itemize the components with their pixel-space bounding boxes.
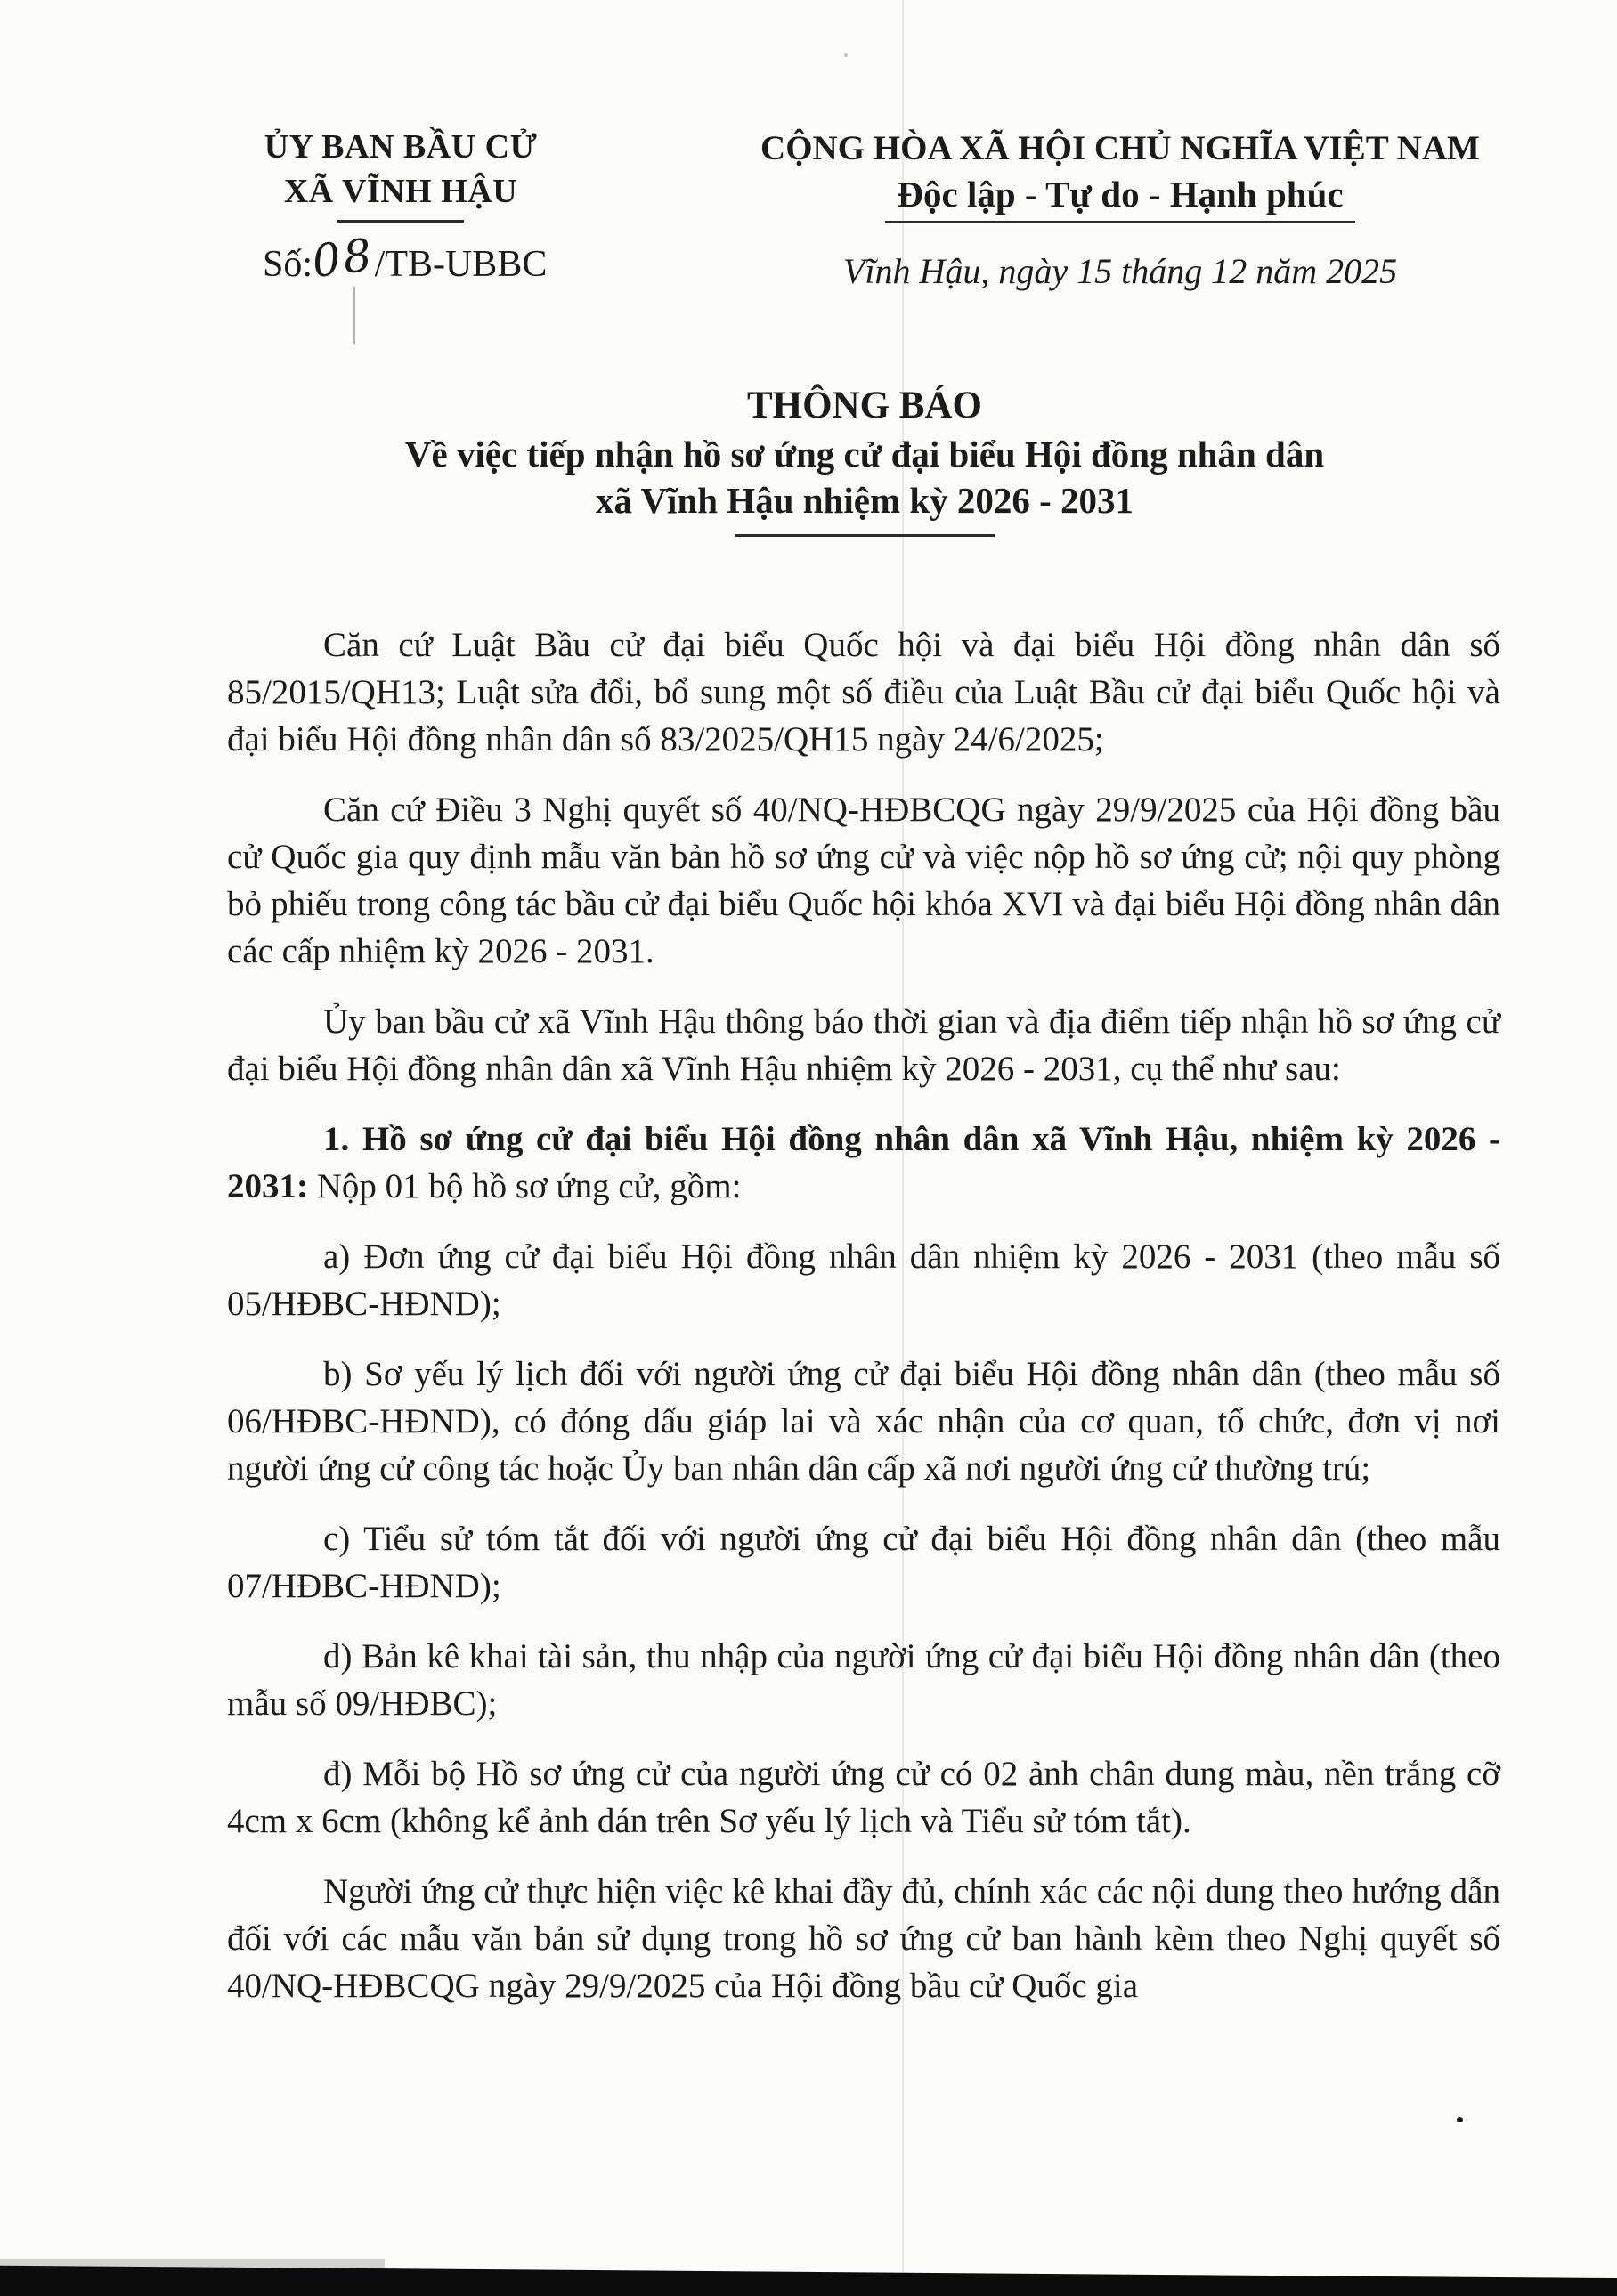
scan-bottom-edge bbox=[0, 2266, 1617, 2296]
section-1-heading: 1. Hồ sơ ứng cử đại biểu Hội đồng nhân dân xã Vĩnh Hậu, nhiệm kỳ 2026 - 2031: bbox=[227, 1120, 1500, 1205]
paragraph-item-b: b) Sơ yếu lý lịch đối với người ứng cử đại biểu Hội đồng nhân dân (theo mẫu số 06/HĐBC-HĐND), có đóng dấu giáp lai và xác nhận của cơ quan, tổ chức, đơn vị nơi người ứng cử công tác hoặc Ủy ban nhân dân cấp xã nơi người ứng cử thường trú; bbox=[227, 1355, 1500, 1488]
national-header-line1: CỘNG HÒA XÃ HỘI CHỦ NGHĨA VIỆT NAM bbox=[760, 129, 1480, 167]
document-number-suffix: /TB-UBBC bbox=[374, 244, 548, 285]
title-underline bbox=[735, 534, 995, 537]
issuing-authority-line1: ỦY BAN BẦU CỬ bbox=[264, 128, 538, 166]
paragraph-item-d: d) Bản kê khai tài sản, thu nhập của người ứng cử đại biểu Hội đồng nhân dân (theo mẫu số 09/HĐBC); bbox=[227, 1637, 1500, 1723]
issuing-authority-block bbox=[239, 125, 563, 223]
national-header-line2: Độc lập - Tự do - Hạnh phúc bbox=[897, 174, 1344, 215]
section-1-intro-text: Nộp 01 bộ hồ sơ ứng cử, gồm: bbox=[308, 1167, 742, 1205]
paragraph-announcement-intro: Ủy ban bầu cử xã Vĩnh Hậu thông báo thời gian và địa điểm tiếp nhận hồ sơ ứng cử đại biểu Hội đồng nhân dân xã Vĩnh Hậu nhiệm kỳ 2026 - 2031, cụ thể như sau: bbox=[227, 1002, 1500, 1088]
document-number bbox=[263, 228, 548, 288]
issuing-authority-line2: XÃ VĨNH HẬU bbox=[283, 173, 518, 210]
paragraph-legal-basis-2: Căn cứ Điều 3 Nghị quyết số 40/NQ-HĐBCQG ngày 29/9/2025 của Hội đồng bầu cử Quốc gia quy định mẫu văn bản hồ sơ ứng cử và việc nộp hồ sơ ứng cử; nội quy phòng bỏ phiếu trong công tác bầu cử đại biểu Quốc hội khóa XVI và đại biểu Hội đồng nhân dân các cấp nhiệm kỳ 2026 - 2031. bbox=[227, 791, 1500, 970]
paragraph-item-dd: đ) Mỗi bộ Hồ sơ ứng cử của người ứng cử có 02 ảnh chân dung màu, nền trắng cỡ 4cm x 6cm (không kể ảnh dán trên Sơ yếu lý lịch và Tiểu sử tóm tắt). bbox=[227, 1755, 1500, 1840]
paragraph-legal-basis-1: Căn cứ Luật Bầu cử đại biểu Quốc hội và đại biểu Hội đồng nhân dân số 85/2015/QH13; Luật sửa đổi, bổ sung một số điều của Luật Bầu cử đại biểu Quốc hội và đại biểu Hội đồng nhân dân số 83/2025/QH15 ngày 24/6/2025; bbox=[227, 626, 1500, 759]
scan-speck bbox=[1188, 196, 1190, 199]
scan-pen-mark bbox=[353, 287, 355, 344]
document-body bbox=[227, 621, 1500, 2032]
scan-speck bbox=[1457, 2117, 1463, 2122]
document-subtitle-line2: xã Vĩnh Hậu nhiệm kỳ 2026 - 2031 bbox=[595, 480, 1134, 521]
document-title-block bbox=[227, 381, 1502, 537]
paragraph-item-c: c) Tiểu sử tóm tắt đối với người ứng cử đại biểu Hội đồng nhân dân (theo mẫu 07/HĐBC-HĐND); bbox=[227, 1520, 1500, 1605]
national-motto-underline bbox=[885, 221, 1355, 223]
issuing-authority-underline bbox=[337, 220, 464, 223]
document-title: THÔNG BÁO bbox=[746, 385, 982, 426]
document-number-label: Số: bbox=[263, 244, 313, 285]
paragraph-item-a: a) Đơn ứng cử đại biểu Hội đồng nhân dân nhiệm kỳ 2026 - 2031 (theo mẫu số 05/HĐBC-HĐND); bbox=[227, 1237, 1500, 1323]
scan-fold-line bbox=[902, 0, 904, 2296]
document-number-handwritten-value: 08 bbox=[309, 228, 378, 288]
paragraph-closing: Người ứng cử thực hiện việc kê khai đầy đủ, chính xác các nội dung theo hướng dẫn đối với các mẫu văn bản sử dụng trong hồ sơ ứng cử ban hành kèm theo Nghị quyết số 40/NQ-HĐBCQG ngày 29/9/2025 của Hội đồng bầu cử Quốc gia bbox=[227, 1872, 1500, 2005]
national-motto-block bbox=[728, 126, 1512, 292]
place-date-line: Vĩnh Hậu, ngày 15 tháng 12 năm 2025 bbox=[842, 251, 1398, 291]
paragraph-section-1 bbox=[227, 1116, 1500, 1210]
document-subtitle-line1: Về việc tiếp nhận hồ sơ ứng cử đại biểu Hội đồng nhân dân bbox=[404, 434, 1325, 475]
scan-speck bbox=[844, 53, 848, 57]
